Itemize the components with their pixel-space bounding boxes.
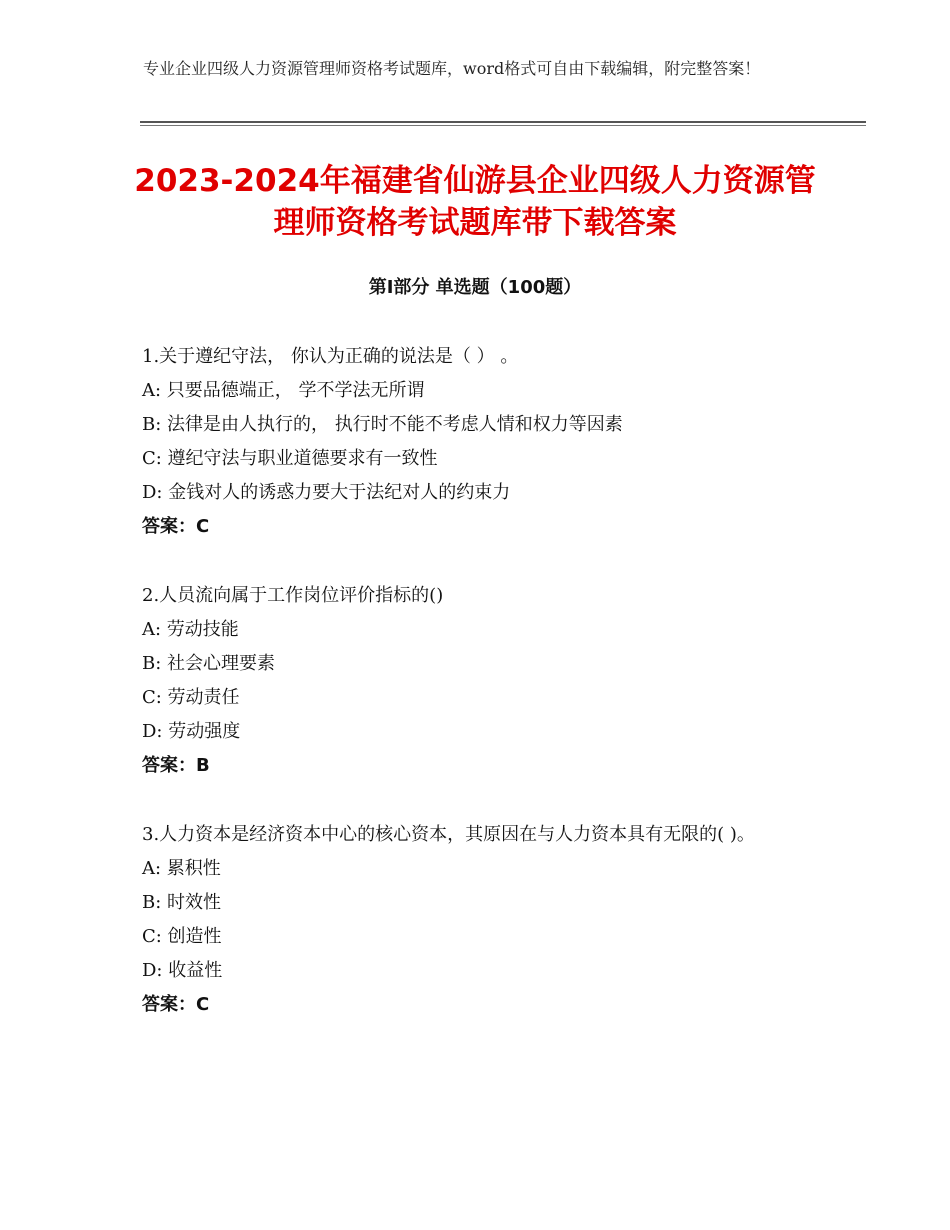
section-title: 第Ⅰ部分 单选题（100题） (368, 277, 582, 298)
header-divider-thin (140, 125, 866, 126)
question-option-b: B: 法律是由人执行的， 执行时不能不考虑人情和权力等因素 (142, 414, 623, 435)
header-divider-thick (140, 121, 866, 123)
question-stem: 3.人力资本是经济资本中心的核心资本，其原因在与人力资本具有无限的( )。 (142, 824, 755, 845)
question-item (142, 818, 822, 1022)
question-answer: 答案：C (142, 994, 210, 1015)
question-item (142, 579, 822, 783)
question-stem: 2.人员流向属于工作岗位评价指标的() (142, 585, 444, 606)
question-option-d: D: 劳动强度 (142, 721, 241, 742)
question-option-b: B: 时效性 (142, 892, 222, 913)
question-answer: 答案：B (142, 755, 210, 776)
question-option-c: C: 劳动责任 (142, 687, 240, 708)
document-title: 2023-2024年福建省仙游县企业四级人力资源管理师资格考试题库带下载答案 (134, 163, 816, 241)
question-option-a: A: 累积性 (142, 858, 221, 879)
question-answer: 答案：C (142, 516, 210, 537)
question-option-a: A: 劳动技能 (142, 619, 239, 640)
question-option-c: C: 遵纪守法与职业道德要求有一致性 (142, 448, 438, 469)
question-option-b: B: 社会心理要素 (142, 653, 276, 674)
question-item (142, 340, 822, 544)
question-stem: 1.关于遵纪守法， 你认为正确的说法是（ ） 。 (142, 346, 519, 367)
question-option-d: D: 金钱对人的诱惑力要大于法纪对人的约束力 (142, 482, 511, 503)
header-note: 专业企业四级人力资源管理师资格考试题库，word格式可自由下载编辑，附完整答案！ (143, 59, 761, 78)
question-option-d: D: 收益性 (142, 960, 223, 981)
question-option-a: A: 只要品德端正， 学不学法无所谓 (142, 380, 425, 401)
question-list (142, 340, 822, 1057)
question-option-c: C: 创造性 (142, 926, 222, 947)
